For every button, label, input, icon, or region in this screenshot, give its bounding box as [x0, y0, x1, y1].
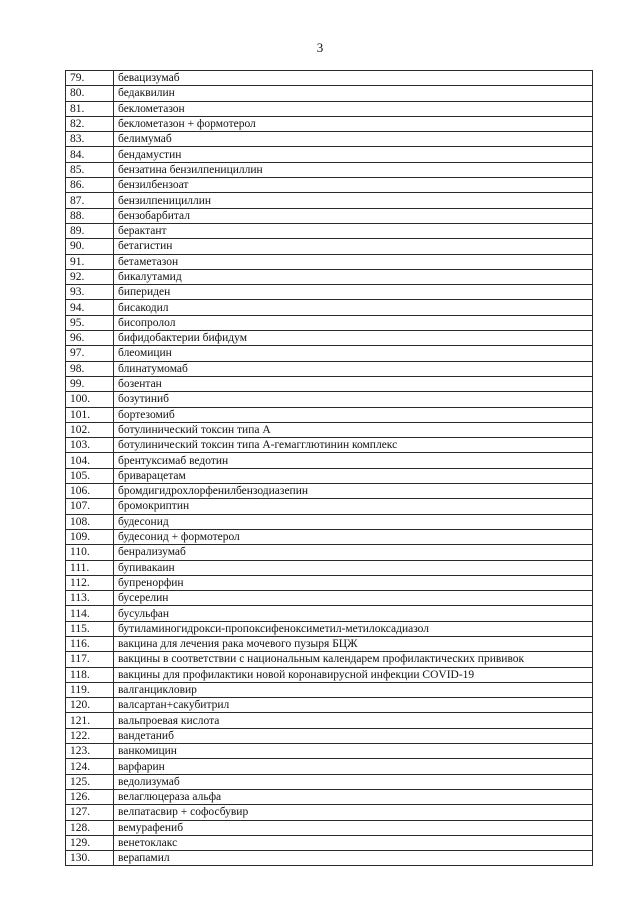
row-number: 117. — [66, 652, 114, 667]
drug-name: валганцикловир — [114, 682, 593, 697]
drug-name: бозутиниб — [114, 392, 593, 407]
table-row — [66, 728, 593, 743]
table-row — [66, 560, 593, 575]
drug-name: ведолизумаб — [114, 774, 593, 789]
drug-name: блинатумомаб — [114, 361, 593, 376]
row-number: 122. — [66, 728, 114, 743]
table-row — [66, 147, 593, 162]
drug-name: бипериден — [114, 285, 593, 300]
table-row — [66, 208, 593, 223]
drug-name: бозентан — [114, 376, 593, 391]
drug-name: берактант — [114, 223, 593, 238]
row-number: 112. — [66, 575, 114, 590]
table-row — [66, 285, 593, 300]
row-number: 98. — [66, 361, 114, 376]
table-row — [66, 667, 593, 682]
row-number: 123. — [66, 744, 114, 759]
table-row — [66, 606, 593, 621]
row-number: 108. — [66, 514, 114, 529]
row-number: 118. — [66, 667, 114, 682]
row-number: 129. — [66, 835, 114, 850]
row-number: 125. — [66, 774, 114, 789]
row-number: 116. — [66, 636, 114, 651]
table-row — [66, 407, 593, 422]
drug-name: бусерелин — [114, 591, 593, 606]
row-number: 94. — [66, 300, 114, 315]
table-row — [66, 116, 593, 131]
drug-name: верапамил — [114, 851, 593, 866]
row-number: 120. — [66, 698, 114, 713]
row-number: 102. — [66, 422, 114, 437]
row-number: 85. — [66, 162, 114, 177]
table-row — [66, 789, 593, 804]
drug-name: бупренорфин — [114, 575, 593, 590]
drug-name: бензатина бензилпенициллин — [114, 162, 593, 177]
table-row — [66, 529, 593, 544]
row-number: 91. — [66, 254, 114, 269]
table-row — [66, 178, 593, 193]
table-row — [66, 652, 593, 667]
drug-name: вальпроевая кислота — [114, 713, 593, 728]
table-row — [66, 820, 593, 835]
table-row — [66, 744, 593, 759]
table-row — [66, 86, 593, 101]
drug-name: беклометазон + формотерол — [114, 116, 593, 131]
row-number: 106. — [66, 484, 114, 499]
drug-name: вакцины для профилактики новой коронавирусной инфекции COVID-19 — [114, 667, 593, 682]
row-number: 111. — [66, 560, 114, 575]
table-row — [66, 514, 593, 529]
drug-name: бромдигидрохлорфенилбензодиазепин — [114, 484, 593, 499]
row-number: 81. — [66, 101, 114, 116]
table-row — [66, 223, 593, 238]
drug-name: бедаквилин — [114, 86, 593, 101]
table-row — [66, 805, 593, 820]
drug-name: ванкомицин — [114, 744, 593, 759]
row-number: 113. — [66, 591, 114, 606]
drug-name: велпатасвир + софосбувир — [114, 805, 593, 820]
row-number: 109. — [66, 529, 114, 544]
drug-name: бенрализумаб — [114, 545, 593, 560]
drug-name: варфарин — [114, 759, 593, 774]
drug-name: бутиламиногидрокси-пропоксифеноксиметил-метилоксадиазол — [114, 621, 593, 636]
table-row — [66, 269, 593, 284]
table-row — [66, 774, 593, 789]
table-body — [66, 71, 593, 866]
drug-name: бисакодил — [114, 300, 593, 315]
row-number: 101. — [66, 407, 114, 422]
drug-name: бромокриптин — [114, 499, 593, 514]
drug-name: ботулинический токсин типа А-гемагглютинин комплекс — [114, 438, 593, 453]
drug-name: бензилбензоат — [114, 178, 593, 193]
drug-name: бикалутамид — [114, 269, 593, 284]
table-row — [66, 835, 593, 850]
drug-name: бетагистин — [114, 239, 593, 254]
row-number: 110. — [66, 545, 114, 560]
drug-name: ботулинический токсин типа А — [114, 422, 593, 437]
row-number: 107. — [66, 499, 114, 514]
table-row — [66, 851, 593, 866]
row-number: 115. — [66, 621, 114, 636]
table-row — [66, 346, 593, 361]
row-number: 103. — [66, 438, 114, 453]
row-number: 96. — [66, 331, 114, 346]
table-row — [66, 621, 593, 636]
table-row — [66, 331, 593, 346]
table-row — [66, 193, 593, 208]
row-number: 127. — [66, 805, 114, 820]
row-number: 79. — [66, 71, 114, 86]
table-row — [66, 361, 593, 376]
drug-name: бортезомиб — [114, 407, 593, 422]
row-number: 82. — [66, 116, 114, 131]
row-number: 130. — [66, 851, 114, 866]
table-row — [66, 484, 593, 499]
drug-name: венетоклакс — [114, 835, 593, 850]
table-row — [66, 101, 593, 116]
drug-name: бисопролол — [114, 315, 593, 330]
drug-name: бетаметазон — [114, 254, 593, 269]
drug-name: валсартан+сакубитрил — [114, 698, 593, 713]
row-number: 92. — [66, 269, 114, 284]
drug-name: белимумаб — [114, 132, 593, 147]
table-row — [66, 315, 593, 330]
drug-name: брентуксимаб ведотин — [114, 453, 593, 468]
drug-name: бевацизумаб — [114, 71, 593, 86]
row-number: 95. — [66, 315, 114, 330]
table-row — [66, 254, 593, 269]
row-number: 100. — [66, 392, 114, 407]
row-number: 126. — [66, 789, 114, 804]
table-row — [66, 682, 593, 697]
table-row — [66, 239, 593, 254]
drug-name: бриварацетам — [114, 468, 593, 483]
row-number: 80. — [66, 86, 114, 101]
drug-list-table — [65, 70, 593, 866]
row-number: 97. — [66, 346, 114, 361]
table-row — [66, 591, 593, 606]
page-number: 3 — [316, 40, 324, 55]
table-row — [66, 499, 593, 514]
row-number: 90. — [66, 239, 114, 254]
row-number: 86. — [66, 178, 114, 193]
table-row — [66, 713, 593, 728]
row-number: 114. — [66, 606, 114, 621]
drug-name: бендамустин — [114, 147, 593, 162]
drug-name: вакцины в соответствии с национальным календарем профилактических прививок — [114, 652, 593, 667]
drug-name: велаглюцераза альфа — [114, 789, 593, 804]
row-number: 87. — [66, 193, 114, 208]
table-row — [66, 422, 593, 437]
drug-name: бензобарбитал — [114, 208, 593, 223]
row-number: 119. — [66, 682, 114, 697]
table-row — [66, 376, 593, 391]
row-number: 105. — [66, 468, 114, 483]
table-row — [66, 759, 593, 774]
table-row — [66, 71, 593, 86]
drug-name: бупивакаин — [114, 560, 593, 575]
drug-name: вандетаниб — [114, 728, 593, 743]
drug-name: блеомицин — [114, 346, 593, 361]
drug-name: вакцина для лечения рака мочевого пузыря БЦЖ — [114, 636, 593, 651]
row-number: 88. — [66, 208, 114, 223]
row-number: 121. — [66, 713, 114, 728]
table-row — [66, 300, 593, 315]
table-row — [66, 545, 593, 560]
drug-name: бусульфан — [114, 606, 593, 621]
drug-name: беклометазон — [114, 101, 593, 116]
table-row — [66, 468, 593, 483]
table-row — [66, 636, 593, 651]
table-row — [66, 132, 593, 147]
table-row — [66, 698, 593, 713]
row-number: 124. — [66, 759, 114, 774]
table-row — [66, 162, 593, 177]
row-number: 93. — [66, 285, 114, 300]
row-number: 84. — [66, 147, 114, 162]
table-row — [66, 453, 593, 468]
table-row — [66, 438, 593, 453]
table-row — [66, 575, 593, 590]
table-row — [66, 392, 593, 407]
drug-name: вемурафениб — [114, 820, 593, 835]
drug-name: будесонид + формотерол — [114, 529, 593, 544]
row-number: 89. — [66, 223, 114, 238]
drug-name: бензилпенициллин — [114, 193, 593, 208]
row-number: 99. — [66, 376, 114, 391]
drug-name: будесонид — [114, 514, 593, 529]
row-number: 83. — [66, 132, 114, 147]
drug-name: бифидобактерии бифидум — [114, 331, 593, 346]
row-number: 128. — [66, 820, 114, 835]
row-number: 104. — [66, 453, 114, 468]
